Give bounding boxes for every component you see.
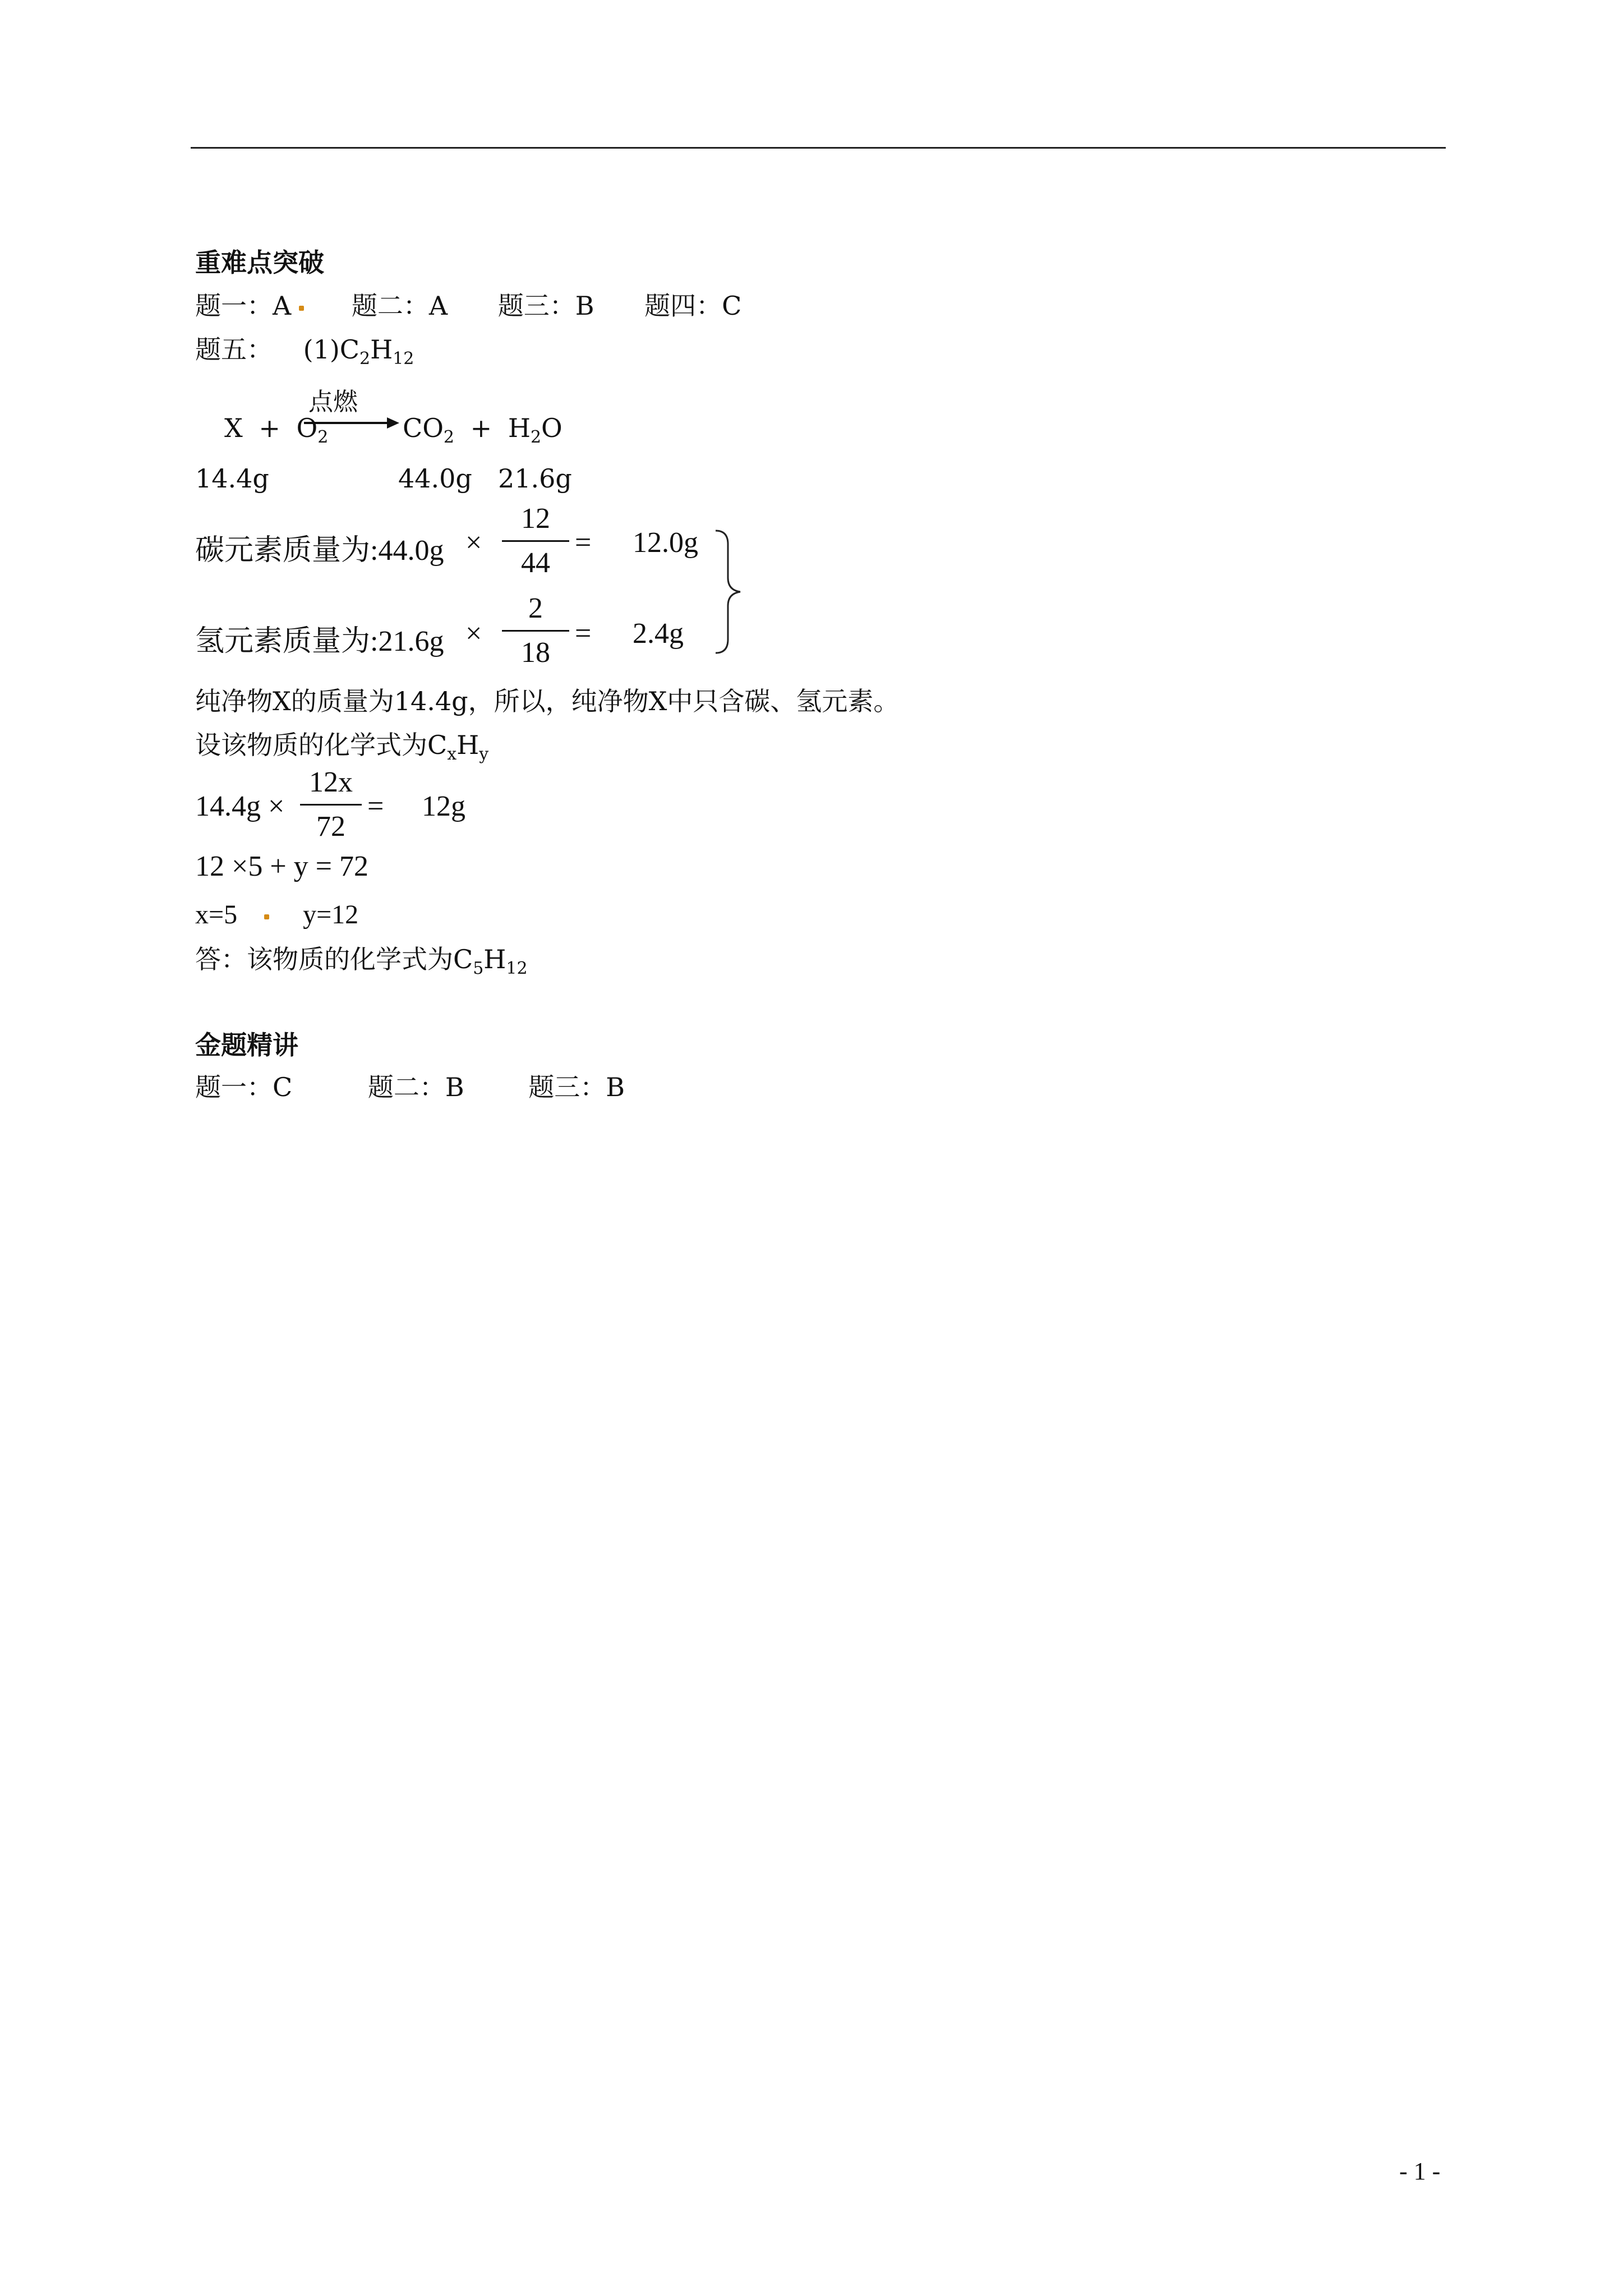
section-title-golden: 金题精讲: [195, 1030, 298, 1060]
eq1-left: 14.4g: [195, 790, 261, 822]
mass-co2: 44.0g: [398, 463, 472, 494]
reaction-condition: 点燃: [308, 388, 358, 416]
answer-q3: 题三：B: [497, 291, 594, 321]
assumption-line: 设该物质的化学式为$C_xH_y$: [195, 730, 489, 764]
q5-label: 题五：: [195, 334, 273, 365]
reaction-products: $CO_2 + H_2O$: [403, 413, 562, 447]
right-brace-icon: [711, 527, 745, 656]
answer-line: 答：该物质的化学式为$C_5H_{12}$: [195, 944, 528, 978]
answers-line: [195, 290, 741, 321]
eq1-fraction: 12x 72: [300, 766, 362, 844]
mark-dot-icon: [264, 914, 269, 919]
mass-h2o: 21.6g: [498, 463, 572, 494]
golden-answers-line: [195, 1071, 625, 1103]
reaction-equation: $X + O_2$: [224, 413, 329, 447]
header-rule: [191, 147, 1446, 149]
eq1-times: ×: [268, 790, 285, 822]
golden-answer-q3: 题三：B: [528, 1072, 625, 1102]
eq1-equals: =: [367, 790, 384, 822]
eq3-line: x=5 y=12: [195, 900, 359, 930]
q5-part1-line: 题五： $(1)C_2H_{12}$: [195, 334, 414, 369]
carbon-times: ×: [465, 527, 482, 559]
conclusion-text: 纯净物X的质量为14.4g，所以，纯净物X中只含碳、氢元素。: [195, 686, 900, 716]
carbon-fraction: 12 44: [502, 502, 569, 580]
hydrogen-mass-label: 氢元素质量为:21.6g: [195, 625, 444, 657]
hydrogen-result: 2.4g: [633, 618, 684, 650]
eq1-result: 12g: [422, 790, 465, 822]
mark-dot-icon: [299, 306, 304, 311]
carbon-mass-label: 碳元素质量为:44.0g: [195, 535, 444, 567]
answer-q2: 题二：A: [351, 291, 448, 321]
answer-q4: 题四：C: [644, 291, 742, 321]
carbon-result: 12.0g: [633, 527, 698, 559]
answer-q1: 题一：A: [195, 291, 292, 321]
mass-x: 14.4g: [195, 463, 269, 494]
hydrogen-equals: =: [575, 618, 592, 650]
golden-answer-q2: 题二：B: [367, 1072, 464, 1102]
section-title-key-points: 重难点突破: [195, 247, 324, 278]
golden-answer-q1: 题一：C: [195, 1072, 293, 1102]
carbon-equals: =: [575, 527, 592, 559]
eq2-line: 12 ×5 + y = 72: [195, 850, 368, 882]
page-number: - 1 -: [1399, 2157, 1441, 2185]
hydrogen-fraction: 2 18: [502, 592, 569, 670]
hydrogen-times: ×: [465, 618, 482, 650]
